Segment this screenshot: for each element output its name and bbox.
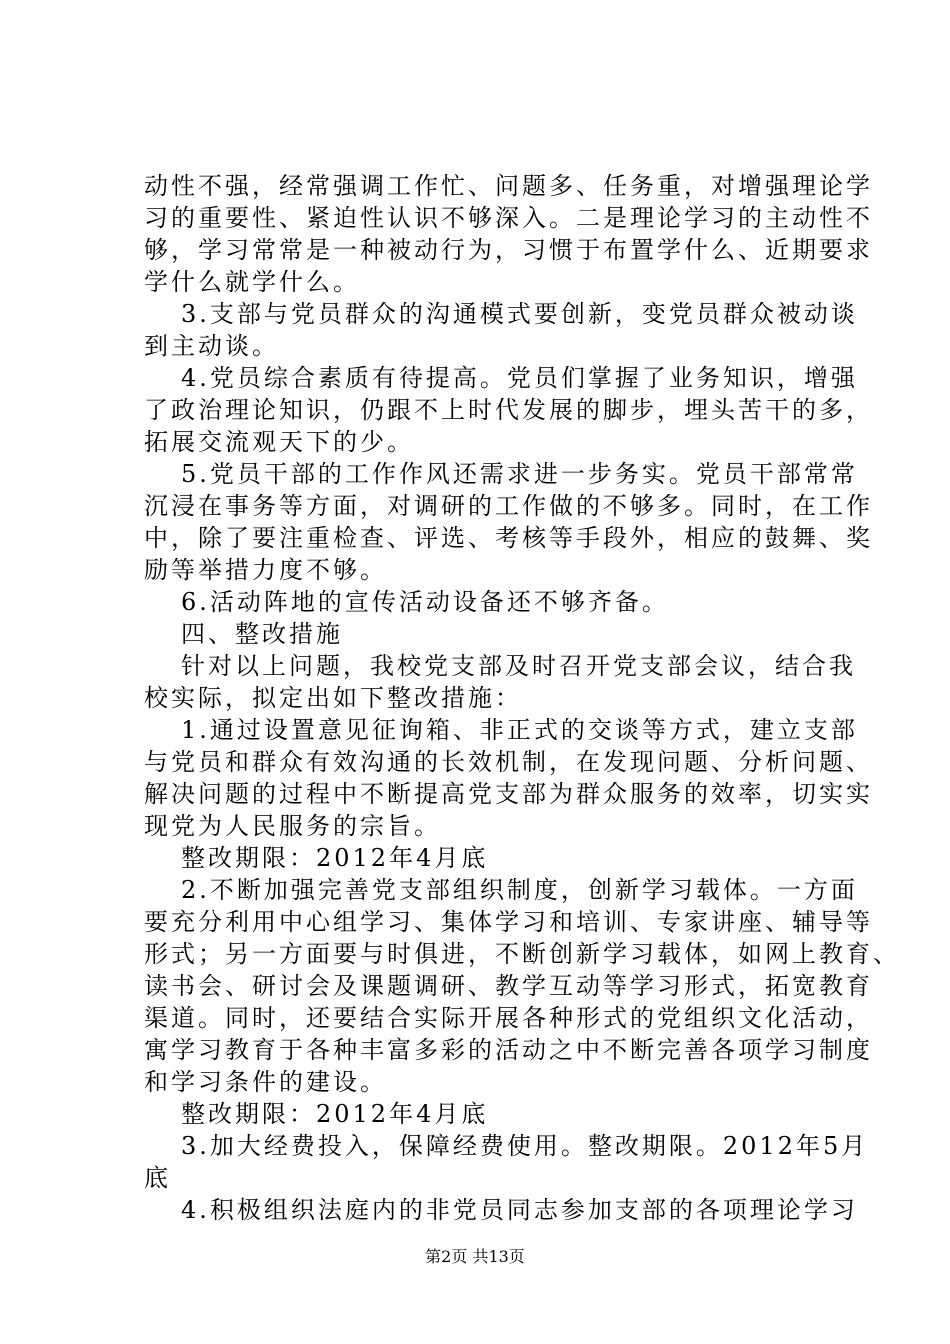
text-line: 4.积极组织法庭内的非党员同志参加支部的各项理论学习 bbox=[181, 1196, 858, 1224]
text-line: 4.党员综合素质有待提高。党员们掌握了业务知识，增强 bbox=[181, 364, 858, 392]
deadline-line: 整改期限：2012年4月底 bbox=[181, 844, 489, 872]
text-line: 3.加大经费投入，保障经费使用。整改期限。2012年5月 bbox=[181, 1132, 869, 1160]
text-line: 寓学习教育于各种丰富多彩的活动之中不断完善各项学习制度 bbox=[144, 1036, 873, 1064]
text-line: 5.党员干部的工作作风还需求进一步务实。党员干部常常 bbox=[181, 460, 858, 488]
text-line: 到主动谈。 bbox=[144, 332, 279, 360]
text-line: 中，除了要注重检查、评选、考核等手段外，相应的鼓舞、奖 bbox=[144, 524, 873, 552]
text-line: 校实际，拟定出如下整改措施： bbox=[144, 684, 522, 712]
text-line: 与党员和群众有效沟通的长效机制，在发现问题、分析问题、 bbox=[144, 748, 873, 776]
text-line: 解决问题的过程中不断提高党支部为群众服务的效率，切实实 bbox=[144, 780, 873, 808]
text-line: 底 bbox=[144, 1164, 171, 1192]
text-line: 2.不断加强完善党支部组织制度，创新学习载体。一方面 bbox=[181, 876, 858, 904]
text-line: 励等举措力度不够。 bbox=[144, 556, 387, 584]
text-line: 够，学习常常是一种被动行为，习惯于布置学什么、近期要求 bbox=[144, 236, 873, 264]
text-line: 针对以上问题，我校党支部及时召开党支部会议，结合我 bbox=[181, 652, 856, 680]
text-line: 要充分利用中心组学习、集体学习和培训、专家讲座、辅导等 bbox=[144, 908, 873, 936]
text-line: 现党为人民服务的宗旨。 bbox=[144, 812, 441, 840]
text-line: 3.支部与党员群众的沟通模式要创新，变党员群众被动谈 bbox=[181, 300, 858, 328]
text-line: 拓展交流观天下的少。 bbox=[144, 428, 414, 456]
text-line: 沉浸在事务等方面，对调研的工作做的不够多。同时，在工作 bbox=[144, 492, 873, 520]
text-line: 了政治理论知识，仍跟不上时代发展的脚步，埋头苦干的多， bbox=[144, 396, 873, 424]
text-line: 习的重要性、紧迫性认识不够深入。二是理论学习的主动性不 bbox=[144, 204, 873, 232]
document-body bbox=[144, 170, 900, 1226]
page-number-footer: 第2页 共13页 bbox=[425, 1247, 525, 1266]
section-heading: 四、整改措施 bbox=[181, 620, 343, 648]
text-line: 学什么就学什么。 bbox=[144, 268, 360, 296]
text-line: 渠道。同时，还要结合实际开展各种形式的党组织文化活动， bbox=[144, 1004, 873, 1032]
text-line: 动性不强，经常强调工作忙、问题多、任务重，对增强理论学 bbox=[144, 172, 873, 200]
text-line: 6.活动阵地的宣传活动设备还不够齐备。 bbox=[181, 588, 669, 616]
text-line: 读书会、研讨会及课题调研、教学互动等学习形式，拓宽教育 bbox=[144, 972, 873, 1000]
text-line: 和学习条件的建设。 bbox=[144, 1068, 387, 1096]
text-line: 形式；另一方面要与时俱进，不断创新学习载体，如网上教育、 bbox=[144, 940, 900, 968]
text-line: 1.通过设置意见征询箱、非正式的交谈等方式，建立支部 bbox=[181, 716, 858, 744]
deadline-line: 整改期限：2012年4月底 bbox=[181, 1100, 489, 1128]
